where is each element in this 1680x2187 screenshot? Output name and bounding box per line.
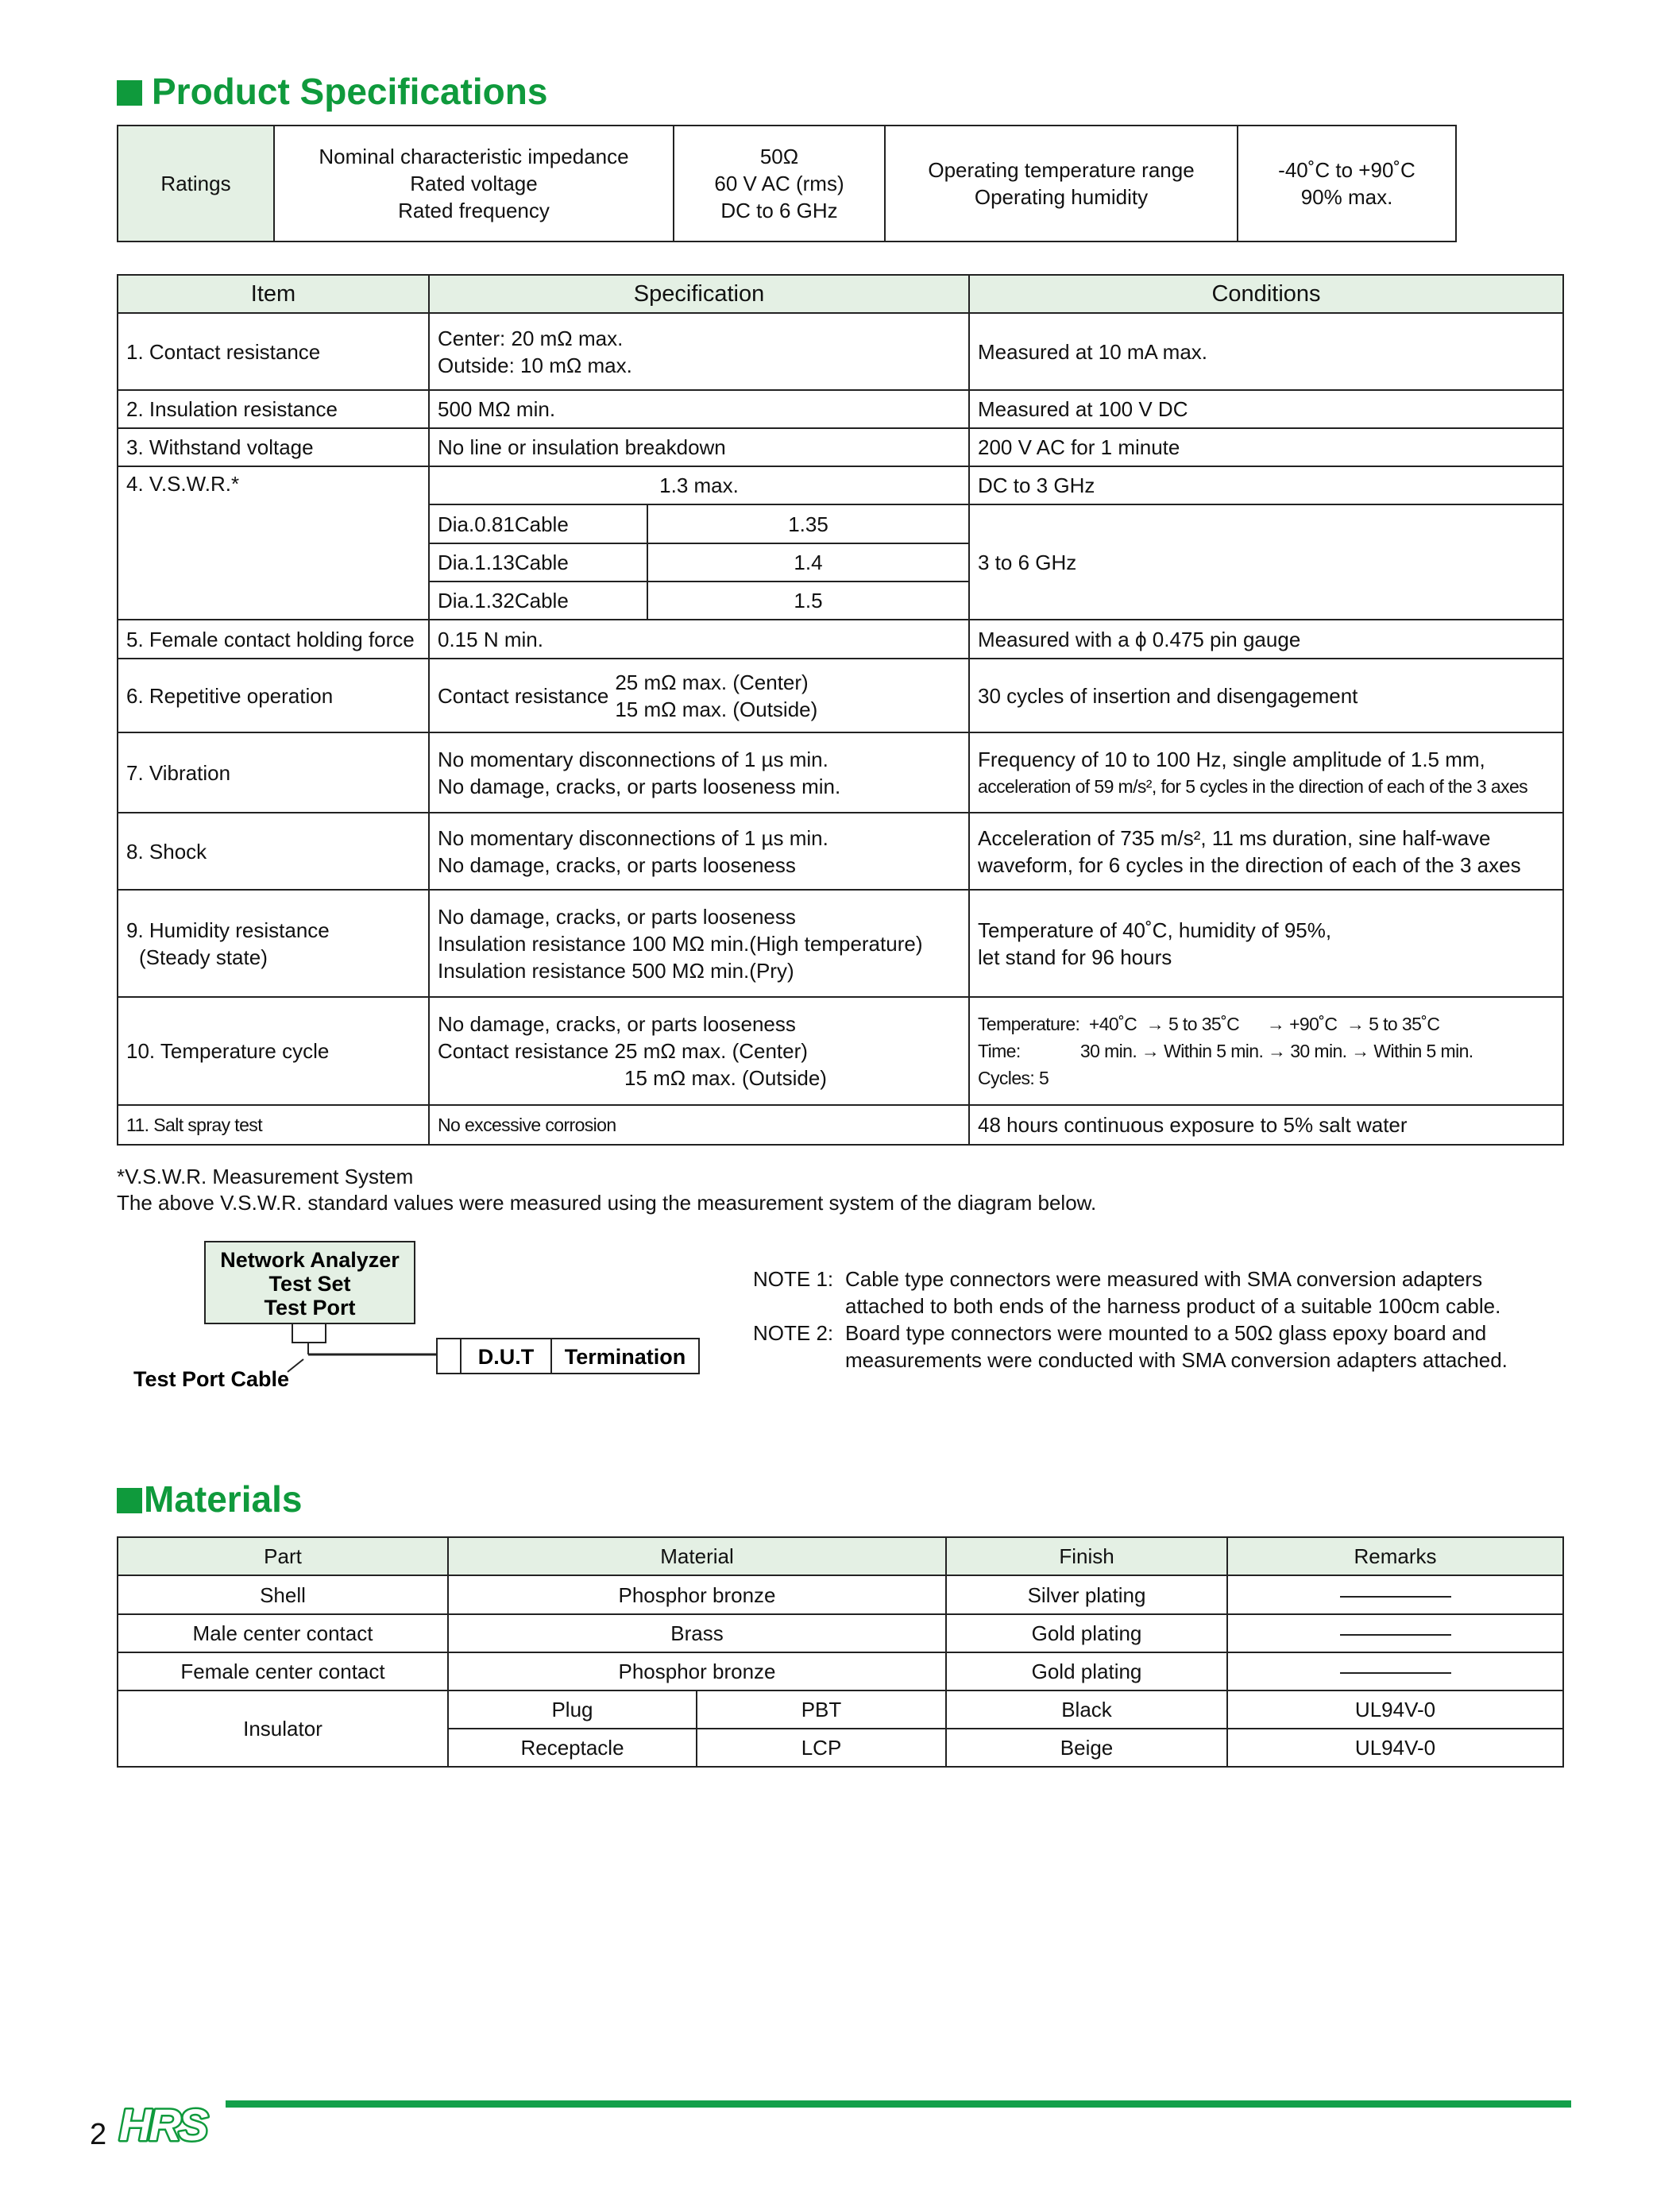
finish-cell: Beige	[946, 1729, 1227, 1767]
item-cell: 6. Repetitive operation	[118, 659, 429, 732]
finish-cell: Gold plating	[946, 1614, 1227, 1652]
condition-cell: DC to 3 GHz	[969, 466, 1563, 504]
materials-header-row	[118, 1537, 1563, 1575]
table-row	[118, 997, 1563, 1105]
vswr-measurement-diagram	[119, 1235, 707, 1394]
dut-label: D.U.T	[477, 1345, 535, 1369]
hrs-logo-text: HRS	[119, 2100, 207, 2146]
empty-remark-dash	[1340, 1596, 1451, 1598]
cable-value-cell: 1.5	[647, 582, 969, 620]
empty-remark-dash	[1340, 1672, 1451, 1674]
condition-cell: Acceleration of 735 m/s², 11 ms duration, sine half-wave waveform, for 6 cycles in the direction of each of the 3 axes	[969, 813, 1563, 890]
col-header-finish: Finish	[946, 1537, 1227, 1575]
cable-value-cell: 1.4	[647, 543, 969, 582]
material-cell: PBT	[697, 1690, 946, 1729]
remarks-cell: UL94V-0	[1227, 1690, 1563, 1729]
table-row	[118, 466, 1563, 504]
table-row	[118, 1652, 1563, 1690]
item-cell: 10. Temperature cycle	[118, 997, 429, 1105]
condition-cell: Temperature of 40˚C, humidity of 95%, let stand for 96 hours	[969, 890, 1563, 997]
material-cell: Phosphor bronze	[448, 1575, 946, 1614]
spec-cell: No line or insulation breakdown	[429, 428, 969, 466]
table-row	[118, 390, 1563, 428]
spec-cell: Contact resistance 25 mΩ max. (Center) 15 mΩ max. (Outside)	[429, 659, 969, 732]
remarks-cell: UL94V-0	[1227, 1729, 1563, 1767]
col-header-remarks: Remarks	[1227, 1537, 1563, 1575]
hrs-logo	[118, 2099, 218, 2146]
table-row	[118, 1105, 1563, 1145]
footer-rule	[226, 2100, 1571, 2108]
table-row	[118, 813, 1563, 890]
condition-cell: Measured at 10 mA max.	[969, 313, 1563, 390]
vswr-system-title: *V.S.W.R. Measurement System	[117, 1165, 414, 1188]
finish-cell: Black	[946, 1690, 1227, 1729]
condition-cell: 30 cycles of insertion and disengagement	[969, 659, 1563, 732]
spec-cell: 1.3 max.	[429, 466, 969, 504]
spec-cell: 500 MΩ min.	[429, 390, 969, 428]
spec-cell: No momentary disconnections of 1 µs min. No damage, cracks, or parts looseness	[429, 813, 969, 890]
material-cell: LCP	[697, 1729, 946, 1767]
ratings-table	[117, 125, 1457, 242]
table-row	[118, 620, 1563, 659]
condition-cell: 200 V AC for 1 minute	[969, 428, 1563, 466]
empty-remark-dash	[1340, 1634, 1451, 1636]
cable-pointer-line	[288, 1359, 303, 1372]
condition-cell: Measured at 100 V DC	[969, 390, 1563, 428]
finish-cell: Gold plating	[946, 1652, 1227, 1690]
specification-table	[117, 274, 1564, 1146]
table-row	[118, 428, 1563, 466]
remarks-cell	[1227, 1614, 1563, 1652]
spec-header-row	[118, 275, 1563, 313]
test-port-cable-label: Test Port Cable	[133, 1367, 290, 1391]
square-bullet-icon	[117, 1488, 142, 1513]
col-header-part: Part	[118, 1537, 448, 1575]
part-cell: Shell	[118, 1575, 448, 1614]
part-cell: Female center contact	[118, 1652, 448, 1690]
remarks-cell	[1227, 1575, 1563, 1614]
spec-cell: No damage, cracks, or parts looseness Insulation resistance 100 MΩ min.(High temperature) Insulation resistance 500 MΩ min.(Pry)	[429, 890, 969, 997]
item-cell: 5. Female contact holding force	[118, 620, 429, 659]
ratings-param-names: Nominal characteristic impedance Rated voltage Rated frequency	[274, 126, 674, 241]
notes-block	[753, 1265, 1565, 1374]
table-row	[118, 890, 1563, 997]
insulator-type-cell: Plug	[448, 1690, 697, 1729]
col-header-item: Item	[118, 275, 429, 313]
test-port-connector	[292, 1323, 326, 1343]
analyzer-label: Network Analyzer	[220, 1248, 400, 1272]
item-cell: 2. Insulation resistance	[118, 390, 429, 428]
materials-table	[117, 1536, 1564, 1768]
part-cell: Insulator	[118, 1690, 448, 1767]
cable-value-cell: 1.35	[647, 504, 969, 543]
part-cell: Male center contact	[118, 1614, 448, 1652]
condition-cell: 3 to 6 GHz	[969, 504, 1563, 620]
material-cell: Brass	[448, 1614, 946, 1652]
note-2: NOTE 2: Board type connectors were mounted to a 50Ω glass epoxy board and measurements were conducted with SMA conversion adapters attached.	[753, 1321, 1508, 1372]
condition-cell: 48 hours continuous exposure to 5% salt water	[969, 1105, 1563, 1145]
cable-name-cell: Dia.0.81Cable	[429, 504, 647, 543]
condition-cell: Temperature: +40˚C → 5 to 35˚C → +90˚C → 5 to 35˚C Time: 30 min. → Within 5 min. → 30 min. → Within 5 min. Cycles: 5	[969, 997, 1563, 1105]
spec-cell: Center: 20 mΩ max. Outside: 10 mΩ max.	[429, 313, 969, 390]
cable-name-cell: Dia.1.13Cable	[429, 543, 647, 582]
material-cell: Phosphor bronze	[448, 1652, 946, 1690]
table-row	[118, 732, 1563, 813]
table-row	[118, 1575, 1563, 1614]
table-row	[118, 1690, 1563, 1729]
cable-connector-box	[437, 1339, 461, 1374]
spec-cell: 0.15 N min.	[429, 620, 969, 659]
spec-cell: No momentary disconnections of 1 µs min. No damage, cracks, or parts looseness min.	[429, 732, 969, 813]
ratings-env-names: Operating temperature range Operating humidity	[885, 126, 1238, 241]
remarks-cell	[1227, 1652, 1563, 1690]
vswr-system-description: The above V.S.W.R. standard values were measured using the measurement system of the diagram below.	[117, 1191, 1097, 1215]
item-cell: 4. V.S.W.R.*	[118, 466, 429, 620]
product-specifications-heading: Product Specifications	[117, 73, 547, 110]
spec-cell: No excessive corrosion	[429, 1105, 969, 1145]
termination-label: Termination	[564, 1345, 686, 1369]
analyzer-test-port-label: Test Port	[264, 1296, 356, 1320]
ratings-env-values: -40˚C to +90˚C 90% max.	[1238, 126, 1456, 241]
ratings-label: Ratings	[118, 126, 274, 241]
item-cell: 7. Vibration	[118, 732, 429, 813]
note-1: NOTE 1: Cable type connectors were measured with SMA conversion adapters attached to both ends of the harness product of a suitable 100cm cable.	[753, 1267, 1501, 1318]
item-cell: 11. Salt spray test	[118, 1105, 429, 1145]
ratings-param-values: 50Ω 60 V AC (rms) DC to 6 GHz	[674, 126, 885, 241]
table-row	[118, 313, 1563, 390]
table-row	[118, 659, 1563, 732]
item-cell: 9. Humidity resistance (Steady state)	[118, 890, 429, 997]
spec-cell: No damage, cracks, or parts looseness Contact resistance 25 mΩ max. (Center) 15 mΩ max. (Outside)	[429, 997, 969, 1105]
page-number: 2	[90, 2118, 107, 2151]
item-cell: 1. Contact resistance	[118, 313, 429, 390]
item-cell: 3. Withstand voltage	[118, 428, 429, 466]
condition-cell: Measured with a ϕ 0.475 pin gauge	[969, 620, 1563, 659]
square-bullet-icon	[117, 80, 142, 106]
analyzer-test-set-label: Test Set	[268, 1272, 351, 1296]
col-header-conditions: Conditions	[969, 275, 1563, 313]
finish-cell: Silver plating	[946, 1575, 1227, 1614]
cable-name-cell: Dia.1.32Cable	[429, 582, 647, 620]
item-cell: 8. Shock	[118, 813, 429, 890]
insulator-type-cell: Receptacle	[448, 1729, 697, 1767]
condition-cell: Frequency of 10 to 100 Hz, single amplitude of 1.5 mm, acceleration of 59 m/s², for 5 cycles in the direction of each of the 3 axes	[969, 732, 1563, 813]
table-row	[118, 1614, 1563, 1652]
col-header-specification: Specification	[429, 275, 969, 313]
col-header-material: Material	[448, 1537, 946, 1575]
materials-heading: Materials	[117, 1481, 302, 1517]
